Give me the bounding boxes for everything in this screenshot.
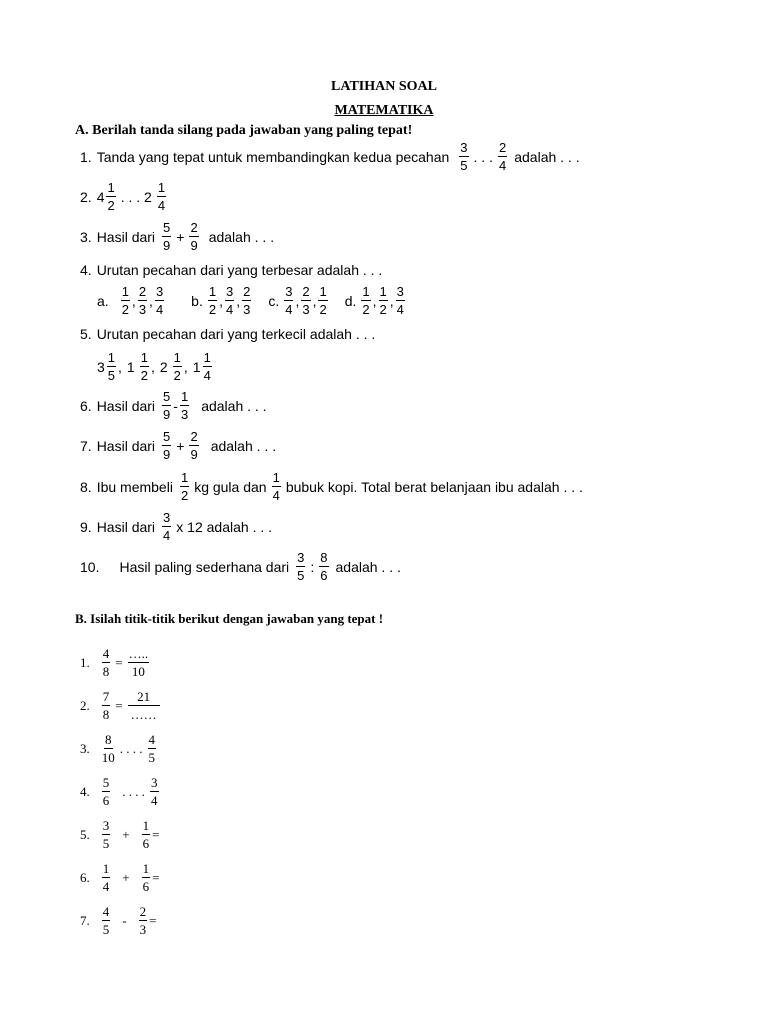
section-b-heading: B. Isilah titik-titik berikut dengan jawaban yang tepat ! bbox=[75, 611, 384, 626]
fraction: 1 2 bbox=[362, 284, 370, 317]
question-3 bbox=[80, 221, 274, 252]
option-d-label[interactable]: d. bbox=[344, 292, 357, 309]
fraction: 1 2 bbox=[107, 180, 115, 213]
question-5-items: 3 1 5 , 1 1 2 , 2 1 2 , 1 1 4 bbox=[97, 350, 211, 383]
question-7 bbox=[80, 430, 276, 461]
question-text: Hasil dari bbox=[96, 397, 156, 414]
item-number: 6. bbox=[80, 869, 90, 885]
operator: - bbox=[173, 397, 178, 414]
page-title: LATIHAN SOAL bbox=[331, 79, 437, 94]
fraction: 5 9 bbox=[163, 429, 171, 462]
fraction: 5 9 bbox=[163, 389, 171, 422]
page-subtitle: MATEMATIKA bbox=[334, 103, 434, 118]
item-number: 5. bbox=[80, 826, 90, 842]
fraction: $\frac{2}{3}$ bbox=[139, 904, 147, 937]
fraction: 1 2 bbox=[319, 284, 327, 317]
fraction: 1 2 bbox=[121, 284, 129, 317]
fill-item-3 bbox=[80, 733, 158, 764]
operator: - bbox=[122, 912, 127, 928]
fraction: 5 6 bbox=[102, 775, 110, 808]
fraction: 2 3 bbox=[243, 284, 251, 317]
fill-item-7 bbox=[80, 905, 156, 936]
fraction: 4 5 bbox=[148, 732, 155, 765]
comparison-dots: . . . bbox=[473, 148, 493, 165]
fraction: 3 4 bbox=[151, 775, 158, 808]
fraction: 2 9 bbox=[190, 220, 198, 253]
item-number: 2. bbox=[80, 697, 90, 713]
fraction: 7 8 bbox=[102, 689, 110, 722]
question-number: 8. bbox=[80, 478, 92, 495]
whole-number: 4 bbox=[96, 188, 105, 205]
operator: : bbox=[310, 558, 315, 575]
question-1 bbox=[80, 141, 580, 172]
question-6 bbox=[80, 390, 267, 421]
operator: = bbox=[115, 654, 123, 670]
question-tail: bubuk kopi. Total berat belanjaan ibu adalah . . . bbox=[285, 478, 583, 495]
fraction: 2 3 bbox=[302, 284, 310, 317]
fraction: $\frac{1}{6}$ bbox=[142, 818, 150, 851]
option-c-label[interactable]: c. bbox=[268, 292, 280, 309]
fraction: 2 9 bbox=[190, 429, 198, 462]
question-text: Ibu membeli bbox=[96, 478, 173, 495]
option-b-label[interactable]: b. bbox=[191, 292, 203, 309]
question-2 bbox=[80, 181, 168, 212]
fraction: 1 4 bbox=[203, 350, 211, 383]
question-text: Tanda yang tepat untuk membandingkan kedua pecahan bbox=[96, 148, 450, 165]
fraction: 1 5 bbox=[107, 350, 116, 383]
question-number: 10. bbox=[80, 558, 100, 575]
item-number: 4. bbox=[80, 783, 90, 799]
question-tail: adalah . . . bbox=[514, 148, 580, 165]
question-tail: adalah . . . bbox=[210, 437, 277, 454]
question-number: 2. bbox=[80, 188, 92, 205]
question-text: Hasil dari bbox=[96, 437, 156, 454]
question-number: 7. bbox=[80, 437, 92, 454]
fraction: 1 2 bbox=[173, 350, 181, 383]
fraction: 3 4 bbox=[225, 284, 234, 317]
question-5 bbox=[80, 326, 375, 342]
fraction: 2 4 bbox=[498, 140, 507, 173]
question-8 bbox=[80, 471, 583, 502]
fraction: 1 2 bbox=[208, 284, 217, 317]
fraction: 1 4 bbox=[272, 470, 280, 503]
operator: + bbox=[122, 869, 130, 885]
fraction: 1 2 bbox=[379, 284, 387, 317]
operator: = bbox=[115, 697, 123, 713]
question-4 bbox=[80, 262, 382, 278]
fraction: 3 5 bbox=[297, 550, 305, 583]
question-text: Urutan pecahan dari yang terkecil adalah . . . bbox=[96, 326, 376, 342]
question-number: 3. bbox=[80, 228, 92, 245]
comparison-dots: . . . 2 bbox=[120, 188, 152, 205]
answer-fraction[interactable]: 21 …… bbox=[128, 690, 160, 721]
fraction: 1 2 bbox=[180, 470, 189, 503]
fraction: 3 4 bbox=[163, 510, 171, 543]
answer-fraction[interactable]: ….. 10 bbox=[128, 646, 149, 679]
question-mid: kg gula dan bbox=[194, 478, 267, 495]
question-tail: adalah . . . bbox=[201, 397, 267, 414]
fraction: $\frac{1}{6}$ bbox=[142, 861, 150, 894]
question-text: Hasil dari bbox=[96, 228, 156, 245]
fraction: 5 9 bbox=[163, 220, 171, 253]
question-9 bbox=[80, 511, 272, 542]
fraction: 4 8 bbox=[102, 646, 110, 679]
fraction: 3 4 bbox=[285, 284, 293, 317]
question-number: 9. bbox=[80, 518, 92, 535]
question-number: 4. bbox=[80, 262, 92, 278]
fill-item-6 bbox=[80, 862, 159, 893]
fraction: 1 4 bbox=[157, 180, 166, 213]
equals-sign: = bbox=[152, 869, 160, 885]
operator: + bbox=[122, 826, 130, 842]
question-text: Urutan pecahan dari yang terbesar adalah . . . bbox=[96, 262, 383, 278]
item-number: 1. bbox=[80, 654, 90, 670]
fraction: 2 3 bbox=[138, 284, 147, 317]
section-a-heading: A. Berilah tanda silang pada jawaban yang paling tepat! bbox=[75, 123, 413, 138]
fraction: 1 3 bbox=[180, 389, 189, 422]
question-tail: adalah . . . bbox=[335, 558, 401, 575]
option-a-label[interactable]: a. bbox=[97, 292, 109, 309]
question-tail: adalah . . . bbox=[208, 228, 275, 245]
fill-item-4 bbox=[80, 776, 161, 807]
comparison-dots[interactable]: . . . . bbox=[119, 740, 143, 756]
fraction: 3 4 bbox=[155, 284, 164, 317]
item-number: 3. bbox=[80, 740, 90, 756]
equals-sign: = bbox=[149, 912, 157, 928]
fraction: 3 4 bbox=[396, 284, 404, 317]
fraction: 1 2 bbox=[140, 350, 148, 383]
question-tail: x 12 adalah . . . bbox=[176, 518, 273, 535]
fraction: 8 6 bbox=[320, 550, 328, 583]
comparison-dots[interactable]: . . . . bbox=[122, 783, 145, 799]
fill-item-2 bbox=[80, 690, 162, 721]
fill-item-5 bbox=[80, 819, 159, 850]
question-text: Hasil dari bbox=[96, 518, 156, 535]
fraction: 3 5 bbox=[460, 140, 468, 173]
operator: + bbox=[176, 437, 185, 454]
question-number: 1. bbox=[80, 148, 92, 165]
fraction: 8 10 bbox=[101, 732, 115, 765]
question-4-options: a. 1 2 , 2 3 , 3 4 b. 1 2 , 3 4 , 2 3 c. 3 4 , 2 3 , 1 2 d. 1 2 , 1 2 , 3 4 bbox=[97, 284, 404, 317]
item-number: 7. bbox=[80, 912, 90, 928]
operator: + bbox=[176, 228, 185, 245]
equals-sign: = bbox=[152, 826, 160, 842]
fraction: 3 5 bbox=[102, 818, 110, 851]
fill-item-1 bbox=[80, 647, 151, 678]
fraction: 4 5 bbox=[102, 904, 110, 937]
fraction: 1 4 bbox=[102, 861, 110, 894]
question-text: Hasil paling sederhana dari bbox=[119, 558, 290, 575]
question-number: 6. bbox=[80, 397, 92, 414]
question-10 bbox=[80, 551, 401, 582]
question-number: 5. bbox=[80, 326, 92, 342]
